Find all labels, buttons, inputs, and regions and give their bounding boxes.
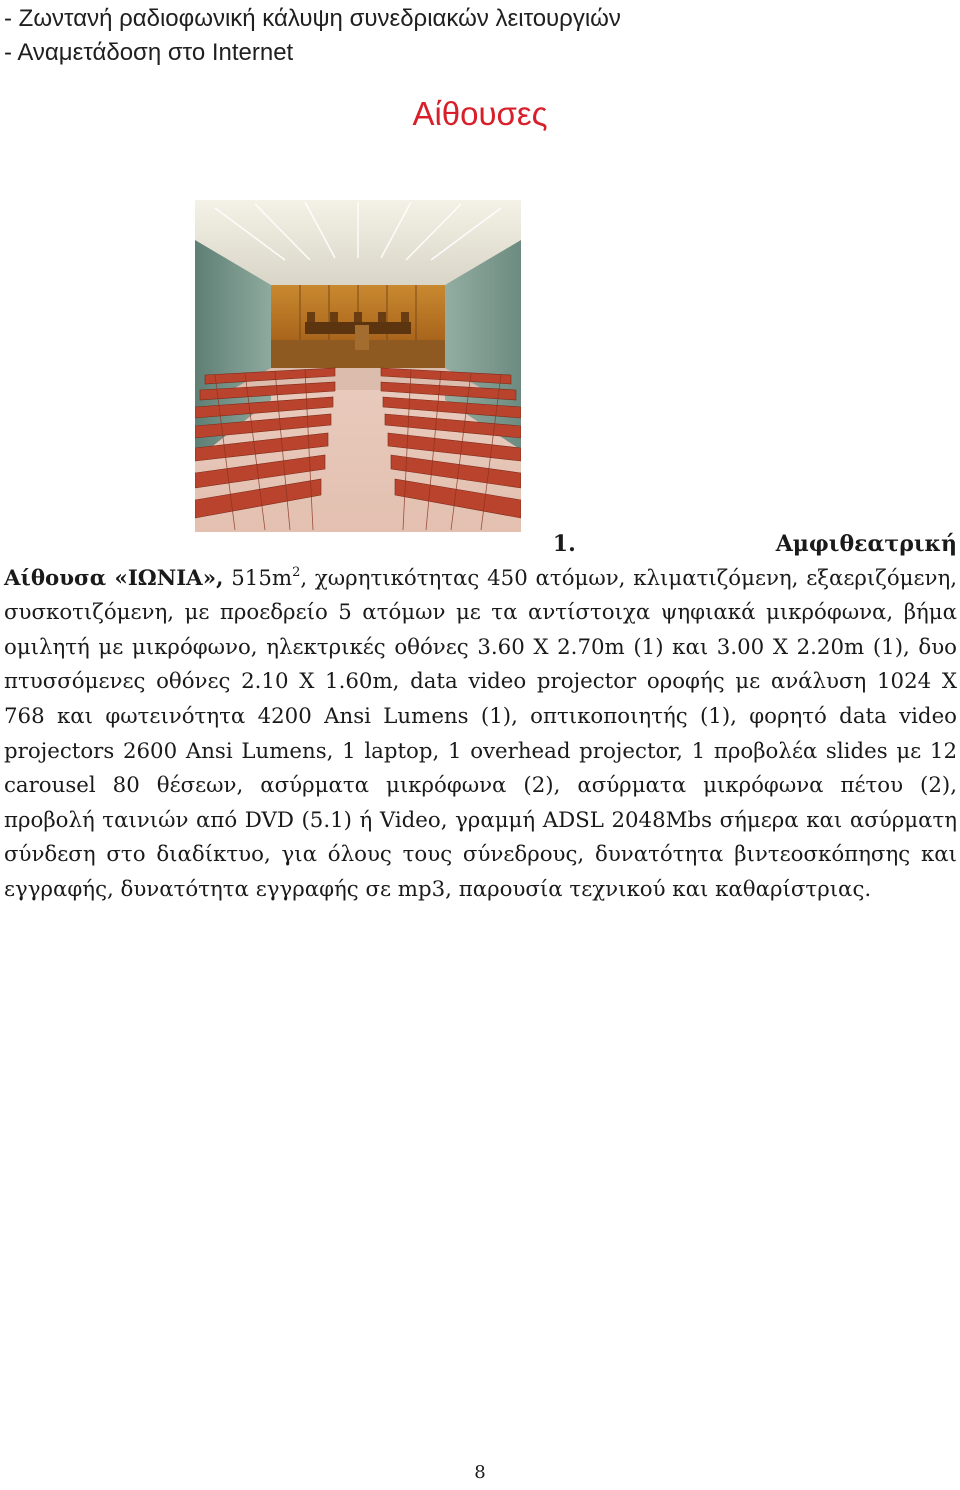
bullet-item-internet: - Αναμετάδοση στο Internet	[4, 39, 294, 66]
room-description-text: , χωρητικότητας 450 ατόμων, κλιματιζόμενη, εξαεριζόμενη, συσκοτιζόμενη, με προεδρείο 5 ατόμων με τα αντίστοιχα ψηφιακά μικρόφωνα, βήμα ομιλητή με μικρόφωνο, ηλεκτρικές οθόνες 3.60 Χ 2.70m (1) και 3.00 Χ 2.20m (1), δυο πτυσσόμενες οθόνες 2.10 Χ 1.60m, data video projector οροφής με ανάλυση 1024 Χ 768 και φωτεινότητα 4200 Ansi Lumens (1), οπτικοποιητής (1), φορητό data video projectors 2600 Ansi Lumens, 1 laptop, 1 overhead projector, 1 προβολέα slides με 12 carousel 80 θέσεων, ασύρματα μικρόφωνα (2), ασύρματα μικρόφωνα πέτου (2), προβολή ταινιών από DVD (5.1) ή Video, γραμμή ADSL 2048Mbs σήμερα και ασύρματη σύνδεση στο διαδίκτυο, για όλους τους σύνεδρους, δυνατότητα βιντεοσκόπησης και εγγραφής, δυνατότητα εγγραφής σε mp3, παρουσία τεχνικού και καθαρίστριας.	[4, 565, 957, 902]
page-number: 8	[474, 1462, 486, 1483]
room-name: Αίθουσα «ΙΩΝΙΑ»,	[4, 565, 224, 591]
section-number: 1.	[552, 531, 576, 557]
room-description	[4, 527, 957, 908]
section-title	[4, 527, 957, 562]
room-area: 515m	[231, 565, 293, 591]
feature-bullet-list	[4, 2, 621, 70]
room-area-superscript: 2	[292, 564, 301, 580]
bullet-item-radio: - Ζωντανή ραδιοφωνική κάλυψη συνεδριακών λειτουργιών	[4, 5, 621, 32]
section-title-text: Αμφιθεατρική	[775, 531, 957, 557]
amphitheatre-photo	[195, 200, 521, 532]
section-heading: Αίθουσες	[412, 95, 548, 132]
